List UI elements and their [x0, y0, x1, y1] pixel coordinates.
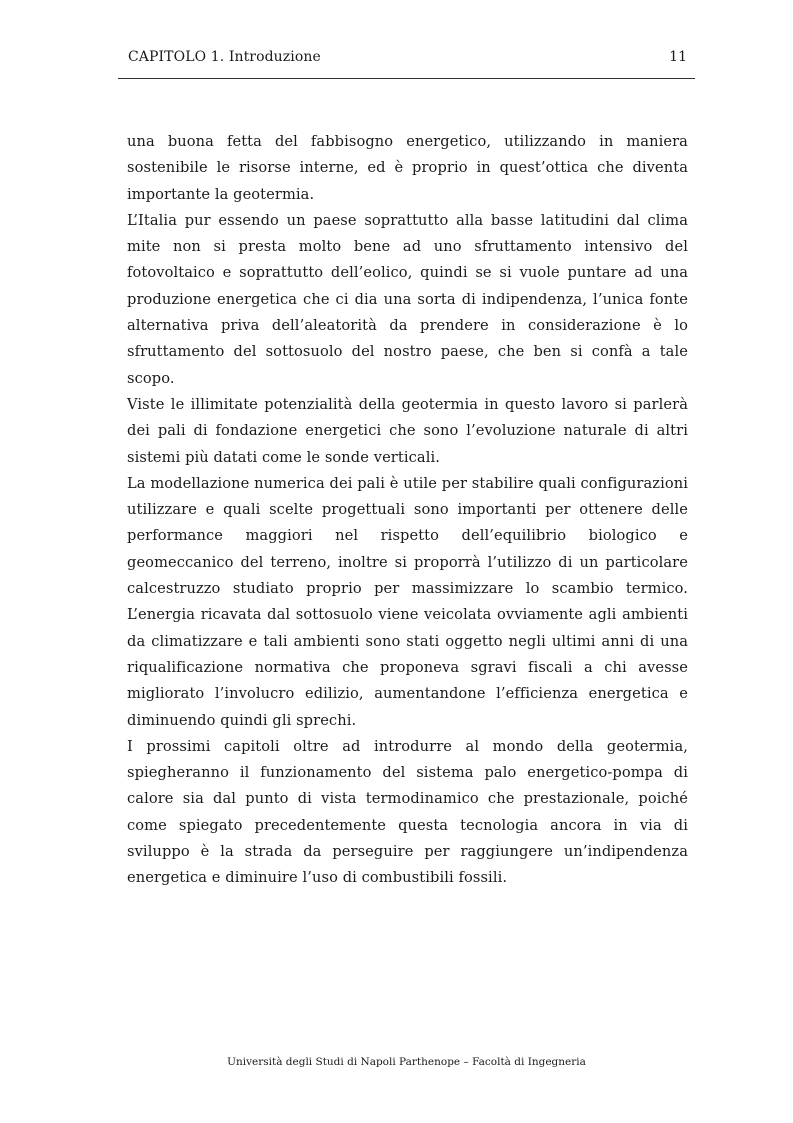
chapter-title: CAPITOLO 1. Introduzione: [128, 49, 321, 65]
page-header: [118, 46, 695, 79]
paragraph: una buona fetta del fabbisogno energetico, utilizzando in maniera sostenibile le risorse interne, ed è proprio in quest’ottica che diventa importante la geotermia.: [127, 133, 688, 203]
paragraph: Viste le illimitate potenzialità della geotermia in questo lavoro si parlerà dei pali di fondazione energetici che sono l’evoluzione naturale di altri sistemi più datati come le sonde verticali.: [127, 395, 688, 466]
page-footer: Università degli Studi di Napoli Parthenope – Facoltà di Ingegneria: [227, 1056, 586, 1068]
page-number: 11: [669, 49, 687, 65]
body-text: [127, 129, 688, 892]
paragraph: L’Italia pur essendo un paese soprattutto alla basse latitudini dal clima mite non si presta molto bene ad uno sfruttamento intensivo del fotovoltaico e soprattutto dell’eolico, quindi se si vuole puntare ad una produzione energetica che ci dia una sorta di indipendenza, l’unica fonte alternativa priva dell’aleatorità da prendere in considerazione è lo sfruttamento del sottosuolo del nostro paese, che ben si confà a tale scopo.: [127, 211, 688, 387]
paragraph: La modellazione numerica dei pali è utile per stabilire quali configurazioni utilizzare e quali scelte progettuali sono importanti per ottenere delle performance maggiori nel rispetto dell’equilibrio biologico e geomeccanico del terreno, inoltre si proporrà l’utilizzo di un particolare calcestruzzo studiato proprio per massimizzare lo scambio termico. L’energia ricavata dal sottosuolo viene veicolata ovviamente agli ambienti da climatizzare e tali ambienti sono stati oggetto negli ultimi anni di una riqualificazione normativa che proponeva sgravi fiscali a chi avesse migliorato l’involucro edilizio, aumentandone l’efficienza energetica e diminuendo quindi gli sprechi.: [127, 474, 688, 729]
paragraph: I prossimi capitoli oltre ad introdurre al mondo della geotermia, spiegheranno il funzionamento del sistema palo energetico-pompa di calore sia dal punto di vista termodinamico che prestazionale, poiché come spiegato precedentemente questa tecnologia ancora in via di sviluppo è la strada da perseguire per raggiungere un’indipendenza energetica e diminuire l’uso di combustibili fossili.: [127, 737, 688, 887]
